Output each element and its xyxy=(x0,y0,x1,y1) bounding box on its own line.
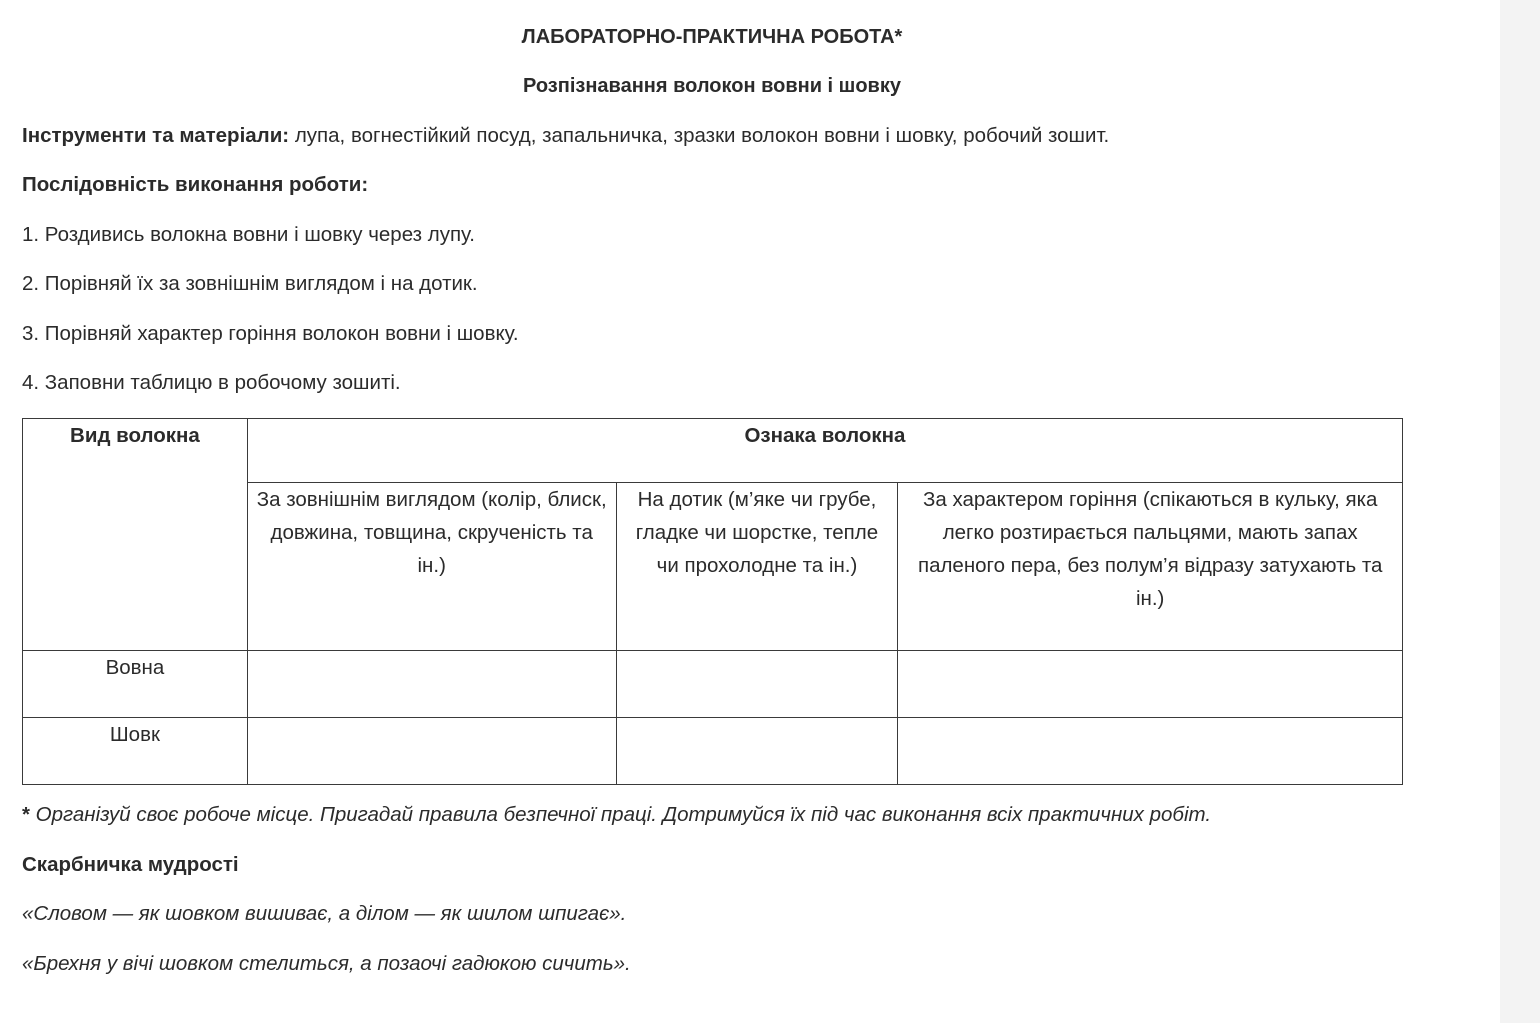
sequence-heading: Послідовність виконання роботи: xyxy=(22,173,369,196)
proverb: «Брехня у вічі шовком стелиться, а позаочі гадюкою сичить». xyxy=(22,952,631,975)
footnote-text: Організуй своє робоче місце. Пригадай правила безпечної праці. Дотримуйся їх під час виконання всіх практичних робіт. xyxy=(29,803,1212,826)
tools-text: лупа, вогнестійкий посуд, запальничка, зразки волокон вовни і шовку, робочий зошит. xyxy=(289,124,1110,147)
subheader-touch: На дотик (м’яке чи грубе, гладке чи шорстке, тепле чи прохолодне та ін.) xyxy=(616,483,898,651)
tools-paragraph xyxy=(22,122,1109,150)
table-header-row xyxy=(23,419,1403,483)
step-item: 2. Порівняй їх за зовнішнім виглядом і на дотик. xyxy=(22,272,478,295)
proverb: «Словом — як шовком вишиває, а ділом — як шилом шпигає». xyxy=(22,902,627,925)
wisdom-heading: Скарбничка мудрості xyxy=(22,853,239,876)
table-cell xyxy=(898,651,1403,718)
tools-label: Інструменти та матеріали: xyxy=(22,124,290,147)
table-cell xyxy=(247,718,616,785)
header-fiber-type: Вид волокна xyxy=(23,419,248,651)
table-cell xyxy=(616,718,898,785)
step-item: 3. Порівняй характер горіння волокон вовни і шовку. xyxy=(22,322,519,345)
fiber-table xyxy=(22,418,1403,785)
page-gutter xyxy=(1500,0,1540,1023)
table-row xyxy=(23,718,1403,785)
step-item: 4. Заповни таблицю в робочому зошиті. xyxy=(22,371,401,394)
footnote xyxy=(22,801,1211,829)
table-row xyxy=(23,651,1403,718)
page-title: ЛАБОРАТОРНО-ПРАКТИЧНА РОБОТА* xyxy=(521,26,903,48)
row-label-wool: Вовна xyxy=(23,651,248,718)
footnote-mark: * xyxy=(22,803,30,826)
subheader-appearance: За зовнішнім виглядом (колір, блиск, довжина, товщина, скрученість та ін.) xyxy=(247,483,616,651)
row-label-silk: Шовк xyxy=(23,718,248,785)
header-fiber-feature: Ознака волокна xyxy=(247,419,1402,483)
subheader-burning: За характером горіння (спікаються в кульку, яка легко розтирається пальцями, мають запах паленого пера, без полум’я відразу затухають та ін.) xyxy=(898,483,1403,651)
step-item: 1. Роздивись волокна вовни і шовку через лупу. xyxy=(22,223,475,246)
page-subtitle: Розпізнавання волокон вовни і шовку xyxy=(523,75,901,97)
table-cell xyxy=(898,718,1403,785)
table-cell xyxy=(616,651,898,718)
table-cell xyxy=(247,651,616,718)
